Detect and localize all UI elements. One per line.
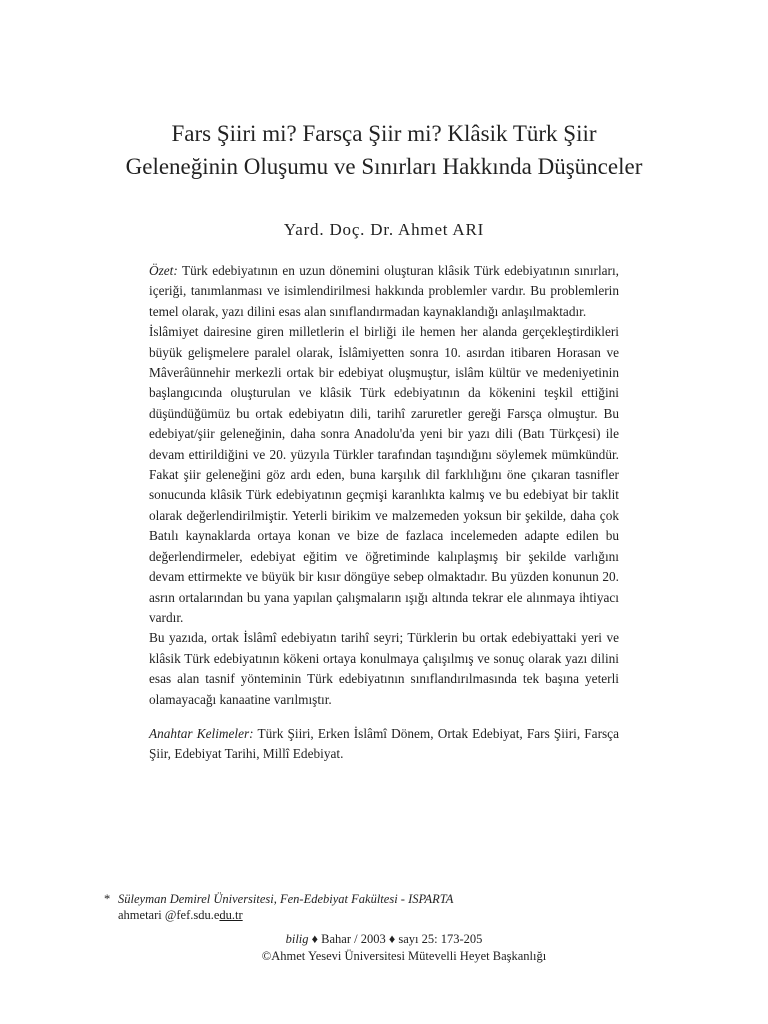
abstract-paragraph-2: İslâmiyet dairesine giren milletlerin el birliği ile hemen her alanda gerçekleştirdikleri büyük gelişmelere paralel olarak, İslâmiyetten sonra 10. asırdan itibaren Horasan ve Mâverâünnehir merkezli ortak bir edebiyat oluşmuştur, islâm kültür ve medeniyetinin başlangıcında oluşturulan ve klâsik Türk edebiyatının da kökenini teşkil ettiğini düşündüğümüz bu ortak edebiyatın dili, tarihî zaruretler gereği Farsça olmuştur. Bu edebiyat/şiir geleneğinin, daha sonra Anadolu'da yeni bir yazı dili (Batı Türkçesi) ile devam ettirildiğini ve 20. yüzyıla Türkler tarafından taşındığını söylemek mümkündür. Fakat şiir geleneğini göz ardı eden, buna karşılık dil farklılığını öne çıkaran tasnifler sonucunda klâsik Türk edebiyatının geçmişi karanlıkta kalmış ve bu edebiyat bir taklit olarak değerlendirilmiştir. Yeterli birikim ve malzemeden yoksun bir şekilde, daha çok Batılı kaynaklarda ortaya konan ve bize de fazlaca incelemeden adapte edilen bu değerlendirmeler, edebiyat eğitim ve öğretiminde kalıplaşmış bir şekilde varlığını devam ettirmekte ve büyük bir kısır döngüye sebep olmaktadır. Bu yüzden konunun 20. asrın ortalarından bu yana yapılan çalışmaların ışığı altında tekrar ele alınmaya ihtiyacı vardır. — [149, 324, 619, 625]
abstract-paragraph-3: Bu yazıda, ortak İslâmî edebiyatın tarihî seyri; Türklerin bu ortak edebiyattaki yeri ve klâsik Türk edebiyatının kökeni ortaya konulmaya çalışılmış ve sonuç olarak yazı dilini esas alan tasnif yönteminin Türk edebiyatının sınıflandırılmasında tek başına yeterli olamayacağı kanaatine varılmıştır. — [149, 630, 619, 707]
article-title — [60, 117, 708, 183]
footnote-email — [104, 907, 453, 923]
journal-name: bilig — [285, 932, 309, 946]
journal-issue-line — [286, 932, 483, 946]
footnote-affiliation-line — [104, 891, 453, 907]
abstract-paragraph-1 — [149, 261, 619, 322]
footnote — [104, 891, 453, 923]
abstract-text-1: Türk edebiyatının en uzun dönemini oluşturan klâsik Türk edebiyatının sınırları, içeriği, tanımlanması ve isimlendirilmesi hakkında problemler vardır. Bu problemlerin temel olarak, yazı dilini esas alan sınıflandırmadan kaynaklandığı anlaşılmaktadır. — [149, 263, 619, 319]
keywords-text: Türk Şiiri, Erken İslâmî Dönem, Ortak Edebiyat, Fars Şiiri, Farsça Şiir, Edebiyat Tarihi, Millî Edebiyat. — [149, 725, 619, 762]
journal-issue: ♦ Bahar / 2003 ♦ sayı 25: 173-205 — [308, 932, 483, 946]
title-line-1: Fars Şiiri mi? Farsça Şiir mi? Klâsik Türk Şiir — [171, 121, 597, 146]
keywords-label: Anahtar Kelimeler: — [149, 725, 254, 741]
footnote-affiliation: Süleyman Demirel Üniversitesi, Fen-Edebiyat Fakültesi - ISPARTA — [118, 892, 454, 906]
keywords-paragraph — [149, 724, 619, 765]
journal-copyright: ©Ahmet Yesevi Üniversitesi Mütevelli Heyet Başkanlığı — [261, 949, 547, 963]
journal-info — [60, 931, 708, 965]
abstract-body — [149, 261, 619, 765]
abstract-label: Özet: — [149, 263, 178, 278]
email-link[interactable]: du.tr — [219, 908, 243, 922]
footnote-marker: * — [104, 892, 111, 906]
title-line-2: Geleneğinin Oluşumu ve Sınırları Hakkında Düşünceler — [125, 154, 643, 179]
author-name: Yard. Doç. Dr. Ahmet ARI — [283, 220, 485, 239]
email-prefix: ahmetari @fef.sdu.e — [118, 908, 220, 922]
